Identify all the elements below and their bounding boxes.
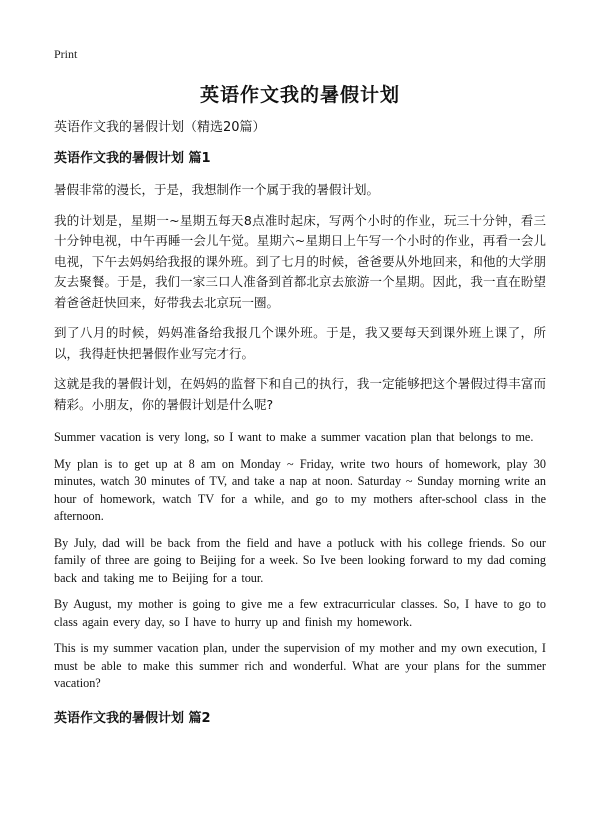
en-paragraph-4: By August, my mother is going to give me a few extracurricular classes. So, I have to go to class again every day, so I have to hurry up and finish my homework. [54, 597, 546, 629]
en-paragraph-2: My plan is to get up at 8 am on Monday ~ Friday, write two hours of homework, play 30 minutes, watch 30 minutes of TV, and take a nap at noon. Saturday ~ Sunday morning write an hour of homework, watch TV for a while, and go to my mothers after-school class in the afternoon. [54, 456, 546, 523]
print-label[interactable]: Print [54, 47, 78, 61]
cn-paragraph-3: 到了八月的时候，妈妈准备给我报几个课外班。于是，我又要每天到课外班上课了，所以，我得赶快把暑假作业写完才行。 [54, 325, 546, 361]
cn-paragraph-2: 我的计划是，星期一~星期五每天8点准时起床，写两个小时的作业，玩三十分钟，看三十分钟电视，中午再睡一会儿午觉。星期六~星期日上午写一个小时的作业，再看一会儿电视，下午去妈妈给我报的课外班。到了七月的时候，爸爸要从外地回来，和他的大学朋友去聚餐。于是，我们一家三口人准备到首都北京去旅游一个星期。因此，我一直在盼望着爸爸赶快回来，好带我去北京玩一圈。 [54, 212, 546, 310]
en-paragraph-1: Summer vacation is very long, so I want to make a summer vacation plan that belongs to me. [54, 430, 534, 444]
section-heading-2: 英语作文我的暑假计划 篇2 [54, 710, 211, 726]
page-title: 英语作文我的暑假计划 [199, 84, 400, 106]
en-paragraph-3: By July, dad will be back from the field and have a potluck with his college friends. So our family of three are going to Beijing for a week. So Ive been looking forward to my dad coming back and taking me to Beijing for a tour. [54, 535, 546, 585]
cn-paragraph-1: 暑假非常的漫长，于是，我想制作一个属于我的暑假计划。 [54, 182, 380, 197]
cn-paragraph-4: 这就是我的暑假计划，在妈妈的监督下和自己的执行，我一定能够把这个暑假过得丰富而精彩。小朋友，你的暑假计划是什么呢? [54, 376, 546, 412]
section-heading-1: 英语作文我的暑假计划 篇1 [54, 151, 211, 166]
document-subtitle: 英语作文我的暑假计划（精选20篇） [54, 120, 266, 135]
en-paragraph-5: This is my summer vacation plan, under the supervision of my mother and my own execution, I must be able to make this summer rich and wonderful. What are your plans for the summer vacation? [54, 641, 546, 690]
document-body [54, 118, 546, 740]
